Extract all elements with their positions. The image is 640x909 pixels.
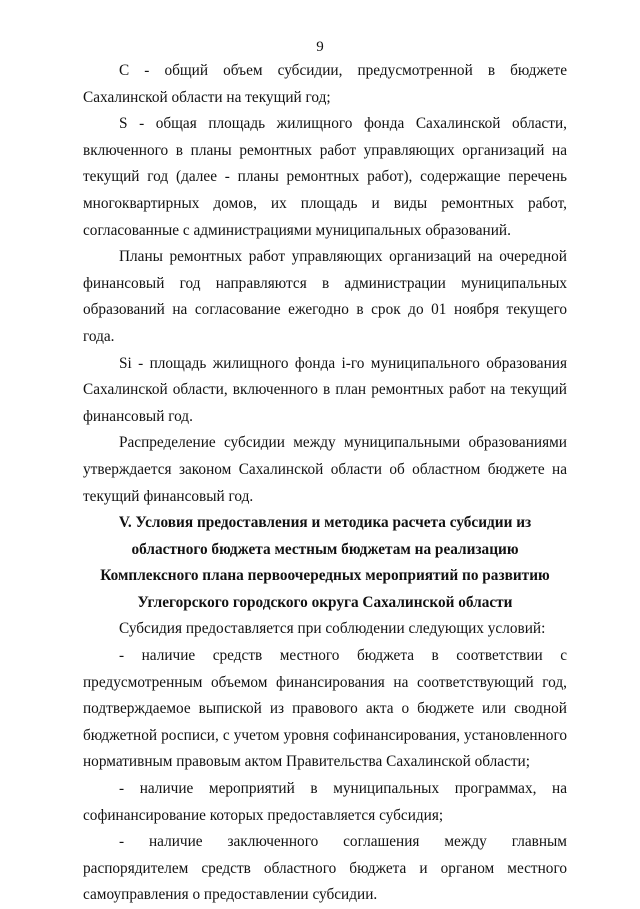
paragraph-condition-agreement: - наличие заключенного соглашения между главным распорядителем средств областного бюджета и органом местного самоуправления о предоставлении субсидии. <box>83 833 567 904</box>
paragraph-municipal-area: Si - площадь жилищного фонда i-го муниципального образования Сахалинской области, включенного в план ремонтных работ на текущий финансовый год. <box>83 354 567 425</box>
page-number: 9 <box>316 39 324 55</box>
paragraph-condition-local-budget: - наличие средств местного бюджета в соответствии с предусмотренным объемом финансирования на соответствующий год, подтверждаемое выпиской из правового акта о бюджете или сводной бюджетной росписи, с учетом уровня софинансирования, установленного нормативным правовым актом Правительства Сахалинской области; <box>83 647 567 771</box>
paragraph-distribution: Распределение субсидии между муниципальными образованиями утверждается законом Сахалинской области об областном бюджете на текущий финансовый год. <box>83 434 567 505</box>
paragraph-conditions-intro: Субсидия предоставляется при соблюдении следующих условий: <box>119 620 546 638</box>
paragraph-repair-plans: Планы ремонтных работ управляющих организаций на очередной финансовый год направляются в администрации муниципальных образований на согласование ежегодно в срок до 01 ноября текущего года. <box>83 248 567 345</box>
paragraph-housing-area-total: S - общая площадь жилищного фонда Сахалинской области, включенного в планы ремонтных работ управляющих организаций на текущий год (далее - планы ремонтных работ), содержащие перечень многоквартирных домов, их площадь и виды ремонтных работ, согласованные с администрациями муниципальных образований. <box>83 115 567 239</box>
document-body <box>83 58 567 909</box>
section-heading: V. Условия предоставления и методика расчета субсидии из областного бюджета местным бюджетам на реализацию Комплексного плана первоочередных мероприятий по развитию Углегорского городского округа Сахалинской области <box>100 514 550 611</box>
paragraph-subsidy-total: С - общий объем субсидии, предусмотренной в бюджете Сахалинской области на текущий год; <box>83 62 567 106</box>
paragraph-condition-programs: - наличие мероприятий в муниципальных программах, на софинансирование которых предоставляется субсидия; <box>83 780 567 824</box>
